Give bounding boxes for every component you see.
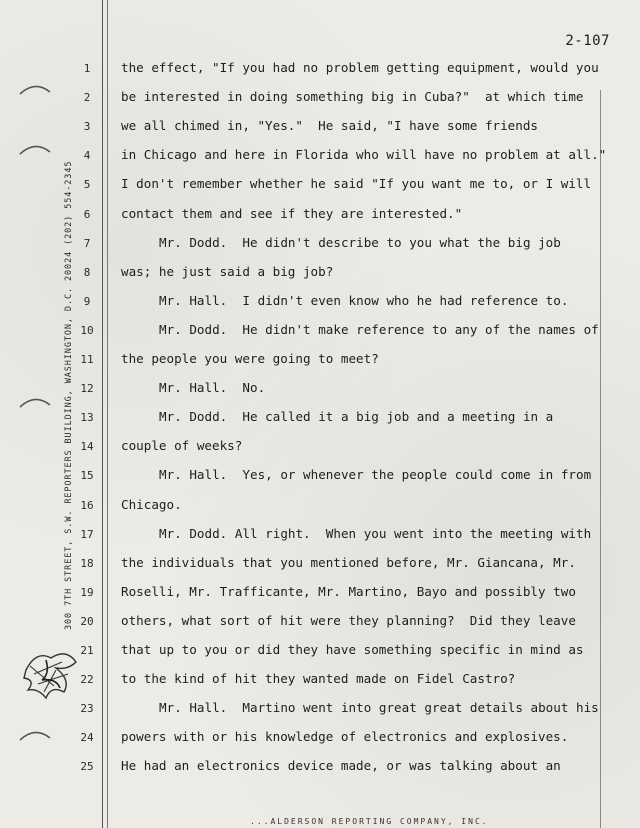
transcript-line: Mr. Dodd. All right. When you went into the meeting with [159,525,592,541]
line-number: 17 [80,527,94,541]
transcript-line: Roselli, Mr. Trafficante, Mr. Martino, Bayo and possibly two [121,583,576,599]
right-margin-rule [600,90,601,828]
line-number: 19 [80,585,94,599]
punch-hole-icon [18,728,52,742]
punch-hole-icon [18,142,52,156]
transcript-line: the individuals that you mentioned before, Mr. Giancana, Mr. [121,554,576,570]
line-number: 24 [80,731,94,745]
line-number: 6 [83,207,91,221]
transcript-line: Mr. Dodd. He didn't describe to you what the big job [159,234,561,250]
transcript-line: the effect, "If you had no problem getting equipment, would you [121,60,599,75]
punch-hole-icon [18,395,52,409]
transcript-line: He had an electronics device made, or was talking about an [121,758,561,774]
punch-hole-icon [18,82,52,96]
transcript-line: couple of weeks? [121,438,243,454]
transcript-line: Chicago. [121,496,182,512]
transcript-line: powers with or his knowledge of electronics and explosives. [121,729,569,745]
transcript-line: was; he just said a big job? [121,263,334,279]
line-number: 13 [80,411,94,425]
footer-company: ...ALDERSON REPORTING COMPANY, INC. [250,817,489,826]
transcript-line: we all chimed in, "Yes." He said, "I have some friends [121,118,539,134]
line-number: 12 [80,382,94,396]
page-number: 2-107 [565,33,610,49]
line-number: 9 [83,294,91,308]
line-number: 3 [83,120,91,134]
line-number: 1 [83,62,91,75]
line-number: 21 [80,644,94,657]
left-margin-rule [102,0,108,828]
transcript-line: Mr. Hall. Martino went into great great details about his [159,700,599,716]
transcript-line: in Chicago and here in Florida who will have no problem at all." [121,147,607,163]
line-number: 22 [80,673,94,687]
line-number: 4 [83,149,91,163]
transcript-line: Mr. Hall. No. [159,380,266,396]
line-number: 20 [80,614,94,628]
line-number: 11 [80,353,94,366]
transcript-line: the people you were going to meet? [121,351,379,366]
transcript-line: I don't remember whether he said "If you want me to, or I will [121,176,592,192]
line-number: 15 [80,469,94,483]
transcript-line: Mr. Dodd. He didn't make reference to any of the names of [159,321,599,337]
transcript-line: to the kind of hit they wanted made on Fidel Castro? [121,671,516,687]
line-number: 16 [80,498,94,512]
transcript-line: Mr. Dodd. He called it a big job and a meeting in a [159,409,554,425]
transcript-line: that up to you or did they have something specific in mind as [121,642,584,657]
transcript-line: others, what sort of hit were they planning? Did they leave [121,612,576,628]
line-number: 7 [83,236,91,250]
reporter-address-vertical: 300 7TH STREET, S.W. REPORTERS BUILDING, WASHINGTON, D.C. 20024 (202) 554-2345 [64,160,74,630]
line-number: 14 [80,440,94,454]
line-number: 8 [83,265,91,279]
transcript-line: Mr. Hall. Yes, or whenever the people could come in from [159,467,592,483]
line-number: 10 [80,323,94,337]
line-number: 25 [80,760,94,774]
transcript-line: Mr. Hall. I didn't even know who he had reference to. [159,292,569,308]
line-number: 2 [83,91,91,105]
ink-stamp-icon [16,640,86,710]
line-number: 18 [80,556,94,570]
line-number: 5 [83,178,91,192]
transcript-line: be interested in doing something big in Cuba?" at which time [121,89,584,105]
line-number: 23 [80,702,94,716]
transcript-line: contact them and see if they are interested." [121,205,463,221]
